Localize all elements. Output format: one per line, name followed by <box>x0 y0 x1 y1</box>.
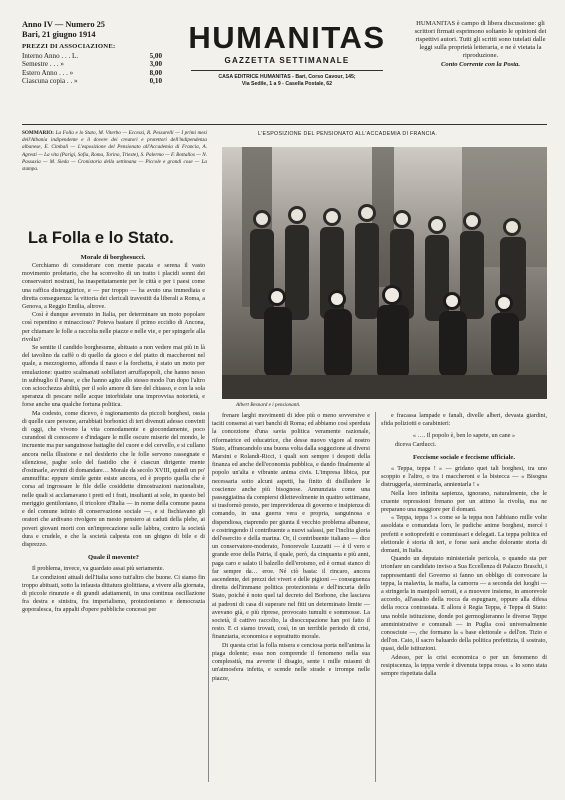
article-paragraph: Il problema, invece, va guardato assai più seriamente. <box>32 566 164 573</box>
newspaper-title: HUMANITAS <box>188 20 386 55</box>
price-value: 0,10 <box>149 77 162 86</box>
article-column-3 <box>381 412 547 782</box>
article-paragraph: Nella loro infinita sapienza, ignorano, naturalmente, che le cruente repressioni frenano per un attimo la rivolta, ma ne preparano una maggiore per il domani. <box>381 490 547 514</box>
price-row <box>22 77 162 86</box>
column-1-paragraphs <box>22 262 205 549</box>
article-paragraph: Quando un deputato ministeriale pericola, o quando sta per trionfare un candidato inviso a Sua Eccellenza di Palazzo Braschi, i rappresentanti del Governo si fanno un obbligo di convocare la teppa, la malavita, la mafia, la camorra — a seconda dei luoghi — a stringerla in manipoli serrati, e a muovere insieme, in amorevole accordo, all'assalto della rocca da espugnare, oppure alla difesa della rocca contrastata. E allora è Regia Teppa, è Teppa di Stato: una nobile istituzione, donde poi germoglieranno le diverse Teppe amministrative e comunali — in Puglia così universalmente conosciute —, che formano la « base elettorale » dell'on. Tizio e dell'on. Caio, il sacro baluardo della politica prefettizia, il sostrato, quasi, delle istituzioni. <box>381 556 547 653</box>
photo-caption: Albert Besnard e i pensionanti. <box>236 402 301 408</box>
quote-attribution: diceva Carducci. <box>395 441 437 448</box>
article-subhead: Morale di borghesucci. <box>80 254 146 261</box>
masthead-divider <box>191 70 383 71</box>
issue-number: Anno IV — Numero 25 <box>22 20 105 29</box>
article-column-2 <box>212 412 370 782</box>
carducci-quote: « …. Il popolo è, ben lo sapete, un cane » <box>412 433 516 440</box>
masthead-notice <box>414 20 547 69</box>
price-label: Ciascuna copia . . » <box>22 77 78 86</box>
article-paragraph: « Teppa, teppa ! » come se la teppa non l'abbiano mille volte assoldata e comandata loro, le pudiche anime borghesi, mercé i prefetti e sottoprefetti e commissari e delegati. La teppa politica ed elettorale è storia di ieri, e forse sarà anche dolorante storia di domani, in Italia. <box>381 515 547 555</box>
price-row <box>22 52 162 61</box>
price-value: 3,00 <box>149 60 162 69</box>
masthead-rule <box>22 124 547 125</box>
price-row <box>22 69 162 78</box>
column-2-paragraphs <box>212 412 370 683</box>
article-column-1 <box>22 262 205 772</box>
column-3-paragraphs <box>381 465 547 678</box>
photo-heading: L'ESPOSIZIONE DEL PENSIONATO ALL'ACCADEMIA DI FRANCIA. <box>258 131 438 137</box>
article-paragraph: Cerchiamo di considerare con mente pacata e serena il vasto movimento proletario, che ha sconvolto di un tratto i placidi sonni dei conservatori nostrani, ha inaspettatamente per le città e per i paesi come una raffica distruggitrice, e — pur troppo — ha avuto una immediata e diretta conseguenza: la vittoria dei clericali travestiti da liberali a Roma, a Genova, a Reggio Emilia, altrove. <box>22 263 205 311</box>
article-paragraph: Così è dunque avvenuto in Italia, per determinare un moto popolare così repentino e minaccioso? Poteva bastare il primo eccidio di Ancona, per chiamare le folle a raccolta nelle piazze e nelle vie, e per spingerle alla rivolta? <box>22 312 205 343</box>
section-heading-movente: Quale il movente? <box>88 554 139 562</box>
price-row <box>22 60 162 69</box>
price-label: Estero Anno . . . » <box>22 68 74 77</box>
column-divider-2 <box>375 412 376 782</box>
publisher-address-2: Via Sedile, 1 a 9 - Casella Postale, 62 <box>241 81 333 87</box>
article-paragraph: Di questa crisi la folla misera e cenciosa porta nell'anima la piaga dolente; essa non comprende il fenomeno nella sua complessità, ma avverte il disagio, sente i mille miasmi di un'atmosfera infetta, e scende nelle strade e irrompe nelle piazze, <box>212 642 370 682</box>
price-label: Semestre . . . » <box>22 60 64 69</box>
article-paragraph: Le condizioni attuali dell'Italia sono tutt'altro che buone. Ci siamo fin troppo abituati, sotto la infausta dittatura giolittiana, a vivere alla giornata, di piccole rinunzie e di grandi adattamenti, in una continua oscillazione fra destra e sinistra, fra imperialismo, protezionismo e democrazia goporalesca, fra appalti d'opere pubbliche concessi per <box>22 574 205 614</box>
article-paragraph: Adesso, per la crisi economica o per un fenomeno di resipiscenza, la teppa verde è divenuta teppa rossa. « Io sono stata sempre rispettata dalla <box>381 654 547 678</box>
toc-text: La Folla e lo Stato, M. Viterbo — Eccessi, R. Pessarelli — I primi mesi dell'Albania indipendente e il dovere dei creatori e protettori dell'indipendenza albanese, E. Cimbali — L'esposizione del Pensionato all'Accademia di Francia, A. Agresti — La vita (Parigi, Sofia, Roma, Torino, Trieste), S. Palermo — F. Bottallos — N. Passaxia — M. Sieda — Cronistoria della settimana — Piccole e grandi cose — La stampa. <box>22 130 207 173</box>
prices-heading: PREZZI DI ASSOCIAZIONE: <box>22 43 116 50</box>
price-list <box>22 52 162 86</box>
article-paragraph: Se sentite il candido borghesume, abituato a non vedere mai più in là del tavolino da caffè o di quello da gioco e del piatto di maccheroni nel quale, a mezzogiorno, affonda il naso e la forchetta, è stato un moto per emulazione: quattro scalmanati sobillatori arruffapopoli, che hanno nesso in subbuglio il Paese, e che hanno agito allo stesso modo l'un dopo l'altro con sciocchezza abilità, per il solo amore di fare del chiasso, e con la sola speranza di pescare nelle acque intorbidate una improvvisa notorietà, e forse anche una qualche fortuna politica. <box>22 345 205 409</box>
article-paragraph: Ma codesto, come dicevo, è ragionamento da piccoli borghesi, ossia di quelle care persone, arrabbiati borbonici di ieri divenuti adesso convinti di oggi, che vivono la vita comodamente e giocondamente, poco curandosi di conoscere e d'indagare le mille oscure miserie del mondo, le incruente ma pur sanguinose battaglie del cuore e del cervello, e si cullano ancora nella illusione e nel desiderio che le folle servono rassegnate e silenziose, paghe solo del fastidio che è ciascun dirigente mente d'ostinarle, avvinti di domandare… Morale da secolo XVIII, quindi un po' ammuffita: eppure simile gente esiste ancora, ed è proprio quella che è corsa ad ingrossare le file delle cosiddette dimostrazioni nazionaliste, nelle quali si acclamavano i preti ed i frati, insultanti ai sole, in questo bel meriggio gentiloniano, il tricolore d'Italia — in nome della comune paura e del comune istinto di conservazione sociale —, e si fischiavano gli oratori che ardivano rivolgere un mesto pensiero ai caduti della plebe, ai poveri giovani morti con un'imprecazione sulle labbra, contro la società dura e crudele, e che la società calpesta con un ghigno di bile e di disprezzo. <box>22 410 205 548</box>
copyright-notice: HUMANITAS è campo di libera discussione: gli scrittori firmati esprimono soltanto le opinioni dei rispettivi autori. Tutti gli scritti sono tutelati dalle leggi sulla proprietà letteraria, e ne è vietata la riproduzione. <box>414 20 547 59</box>
postal-notice: Conto Corrente con la Posta. <box>441 61 520 68</box>
section-heading-feccisme: Feccisme sociale e feccisme ufficiale. <box>413 453 515 461</box>
column-divider <box>208 412 209 782</box>
masthead-title-block <box>177 22 397 88</box>
masthead-info <box>22 20 162 86</box>
article-paragraph: « Teppa, teppa ! » — gridano quei tali borghesi, tra uno scoppio e l'altro, o tra i maccheroni e la bistecca — « Bisogna distruggerla, sterminarla, annientarla ! » <box>381 466 547 489</box>
article-headline: La Folla e lo Stato. <box>28 229 174 247</box>
newspaper-page <box>22 20 547 788</box>
newspaper-subtitle: GAZZETTA SETTIMANALE <box>224 56 350 65</box>
group-photograph <box>222 147 547 399</box>
table-of-contents <box>22 130 207 173</box>
price-value: 8,00 <box>149 68 162 77</box>
price-value: 5,00 <box>149 51 162 60</box>
price-label: Interno Anno . . . L. <box>22 51 79 60</box>
toc-label: SOMMARIO: <box>22 130 54 136</box>
column-1b-paragraphs <box>22 565 205 614</box>
column-3-intro: e fracassa lampade e fanali, divelle alberi, devasta giardini, sfida poliziotti e carabinieri: <box>381 413 547 428</box>
article-paragraph: frenare larghi movimenti di idee più o meno sovversive e taciti consensi ai vari banchi di Roma; ed abbiamo così sperduta la concezione d'una savia politica veramente razionale, riformatrice ed educatrice, che desse nuovo vigore al nostro Stato, affrancandolo una buona volta dalla soggezione ai diversi Marsini e Rolandi-Ricci, i quali son sempre i despoti della finanza ed anche dell'economia pubblica, e dando finalmente al popolo un'alta e vibrante anima civis. L'impresa libica, pur necessaria sotto alcuni aspetti, ha finito di disilludere le coscienze anche più bisognose. Annunziata come una passeggiatina da compiersi dilettevolmente in quattro settimane, si trasformò presto, per imprevidenza di governo e insipienza di comando, in una guerra vera e propria, sanguinosa e dispendiosa, riaprendo per giunta il vecchio problema albanese, e costringendo il contribuente a nuovi salassi, per l'inclita gloria dell'esercito e della marina. Or, il contribuente italiano — dice un conservatore-moderato, l'onorevole Luzzatti — è il vero e grande eroe della Patria, il quale, però, da cinquanta e più anni, paga caro e salato il balzello dell'eroismo, ed è ormai stanco di far sempre da… eroe. Né ciò basta: il rincaro, ancora ascendente, dei prezzi dei viveri e delle pigioni — conseguenza diretta dell'immane politica protezionista e dell'incuria dello Stato, poiché è noto quel tal decreto del Borbone, che lasciava ai padroni di casa di superare nel fitti un determinato limite — avevano già, e più riprese, provocato tumulti e sommosse. La società, il cattivo raccolto, la disoccupazione han poi fatto il resto. E ci siamo trovati, così, in un terribile periodo di crisi, finanziaria, economica e soprattutto morale. <box>212 413 370 641</box>
publisher-address: CASA EDITRICE HUMANITAS - Bari, Corso Cavour, 145; <box>218 74 356 80</box>
issue-date: Bari, 21 giugno 1914 <box>22 30 96 39</box>
